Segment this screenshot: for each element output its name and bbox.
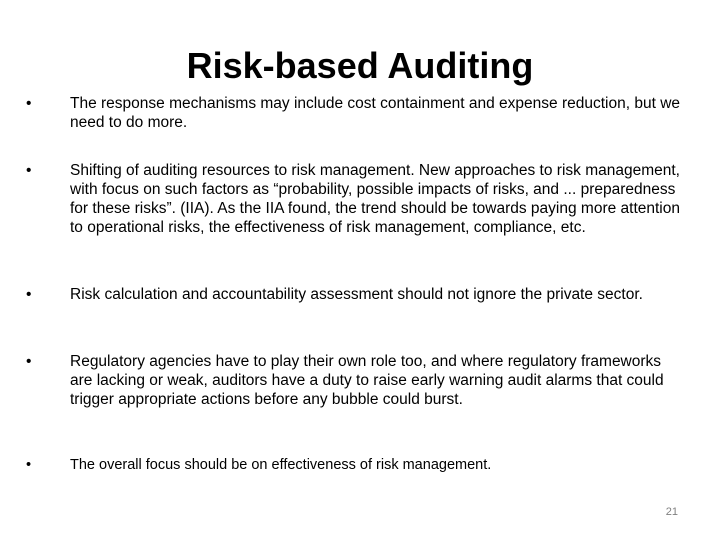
bullet-marker: •: [26, 457, 32, 473]
slide-title: Risk-based Auditing: [186, 45, 534, 86]
bullet-marker: •: [26, 162, 32, 179]
bullet-text: The response mechanisms may include cost containment and expense reduction, but we need to do more.: [70, 95, 681, 131]
bullet-text: The overall focus should be on effectiveness of risk management.: [70, 457, 492, 473]
page-number: 21: [665, 506, 678, 518]
bullet-item: [26, 352, 686, 409]
bullet-text: Regulatory agencies have to play their own role too, and where regulatory frameworks are lacking or weak, auditors have a duty to raise early warning audit alarms that could trigger appropriate actions before any bubble could burst.: [70, 353, 664, 408]
bullet-marker: •: [26, 95, 32, 112]
bullet-text: Risk calculation and accountability assessment should not ignore the private sector.: [70, 286, 643, 303]
bullet-item: [26, 456, 491, 475]
bullet-item: [26, 161, 686, 237]
bullet-marker: •: [26, 286, 32, 303]
bullet-text: Shifting of auditing resources to risk management. New approaches to risk management, with focus on such factors as “probability, possible impacts of risks, and ... preparedness for these risks”. (IIA). As the IIA found, the trend should be towards paying more attention to operational risks, the effectiveness of risk management, compliance, etc.: [70, 162, 680, 236]
bullet-item: [26, 285, 643, 304]
bullet-marker: •: [26, 353, 32, 370]
bullet-item: [26, 94, 686, 132]
